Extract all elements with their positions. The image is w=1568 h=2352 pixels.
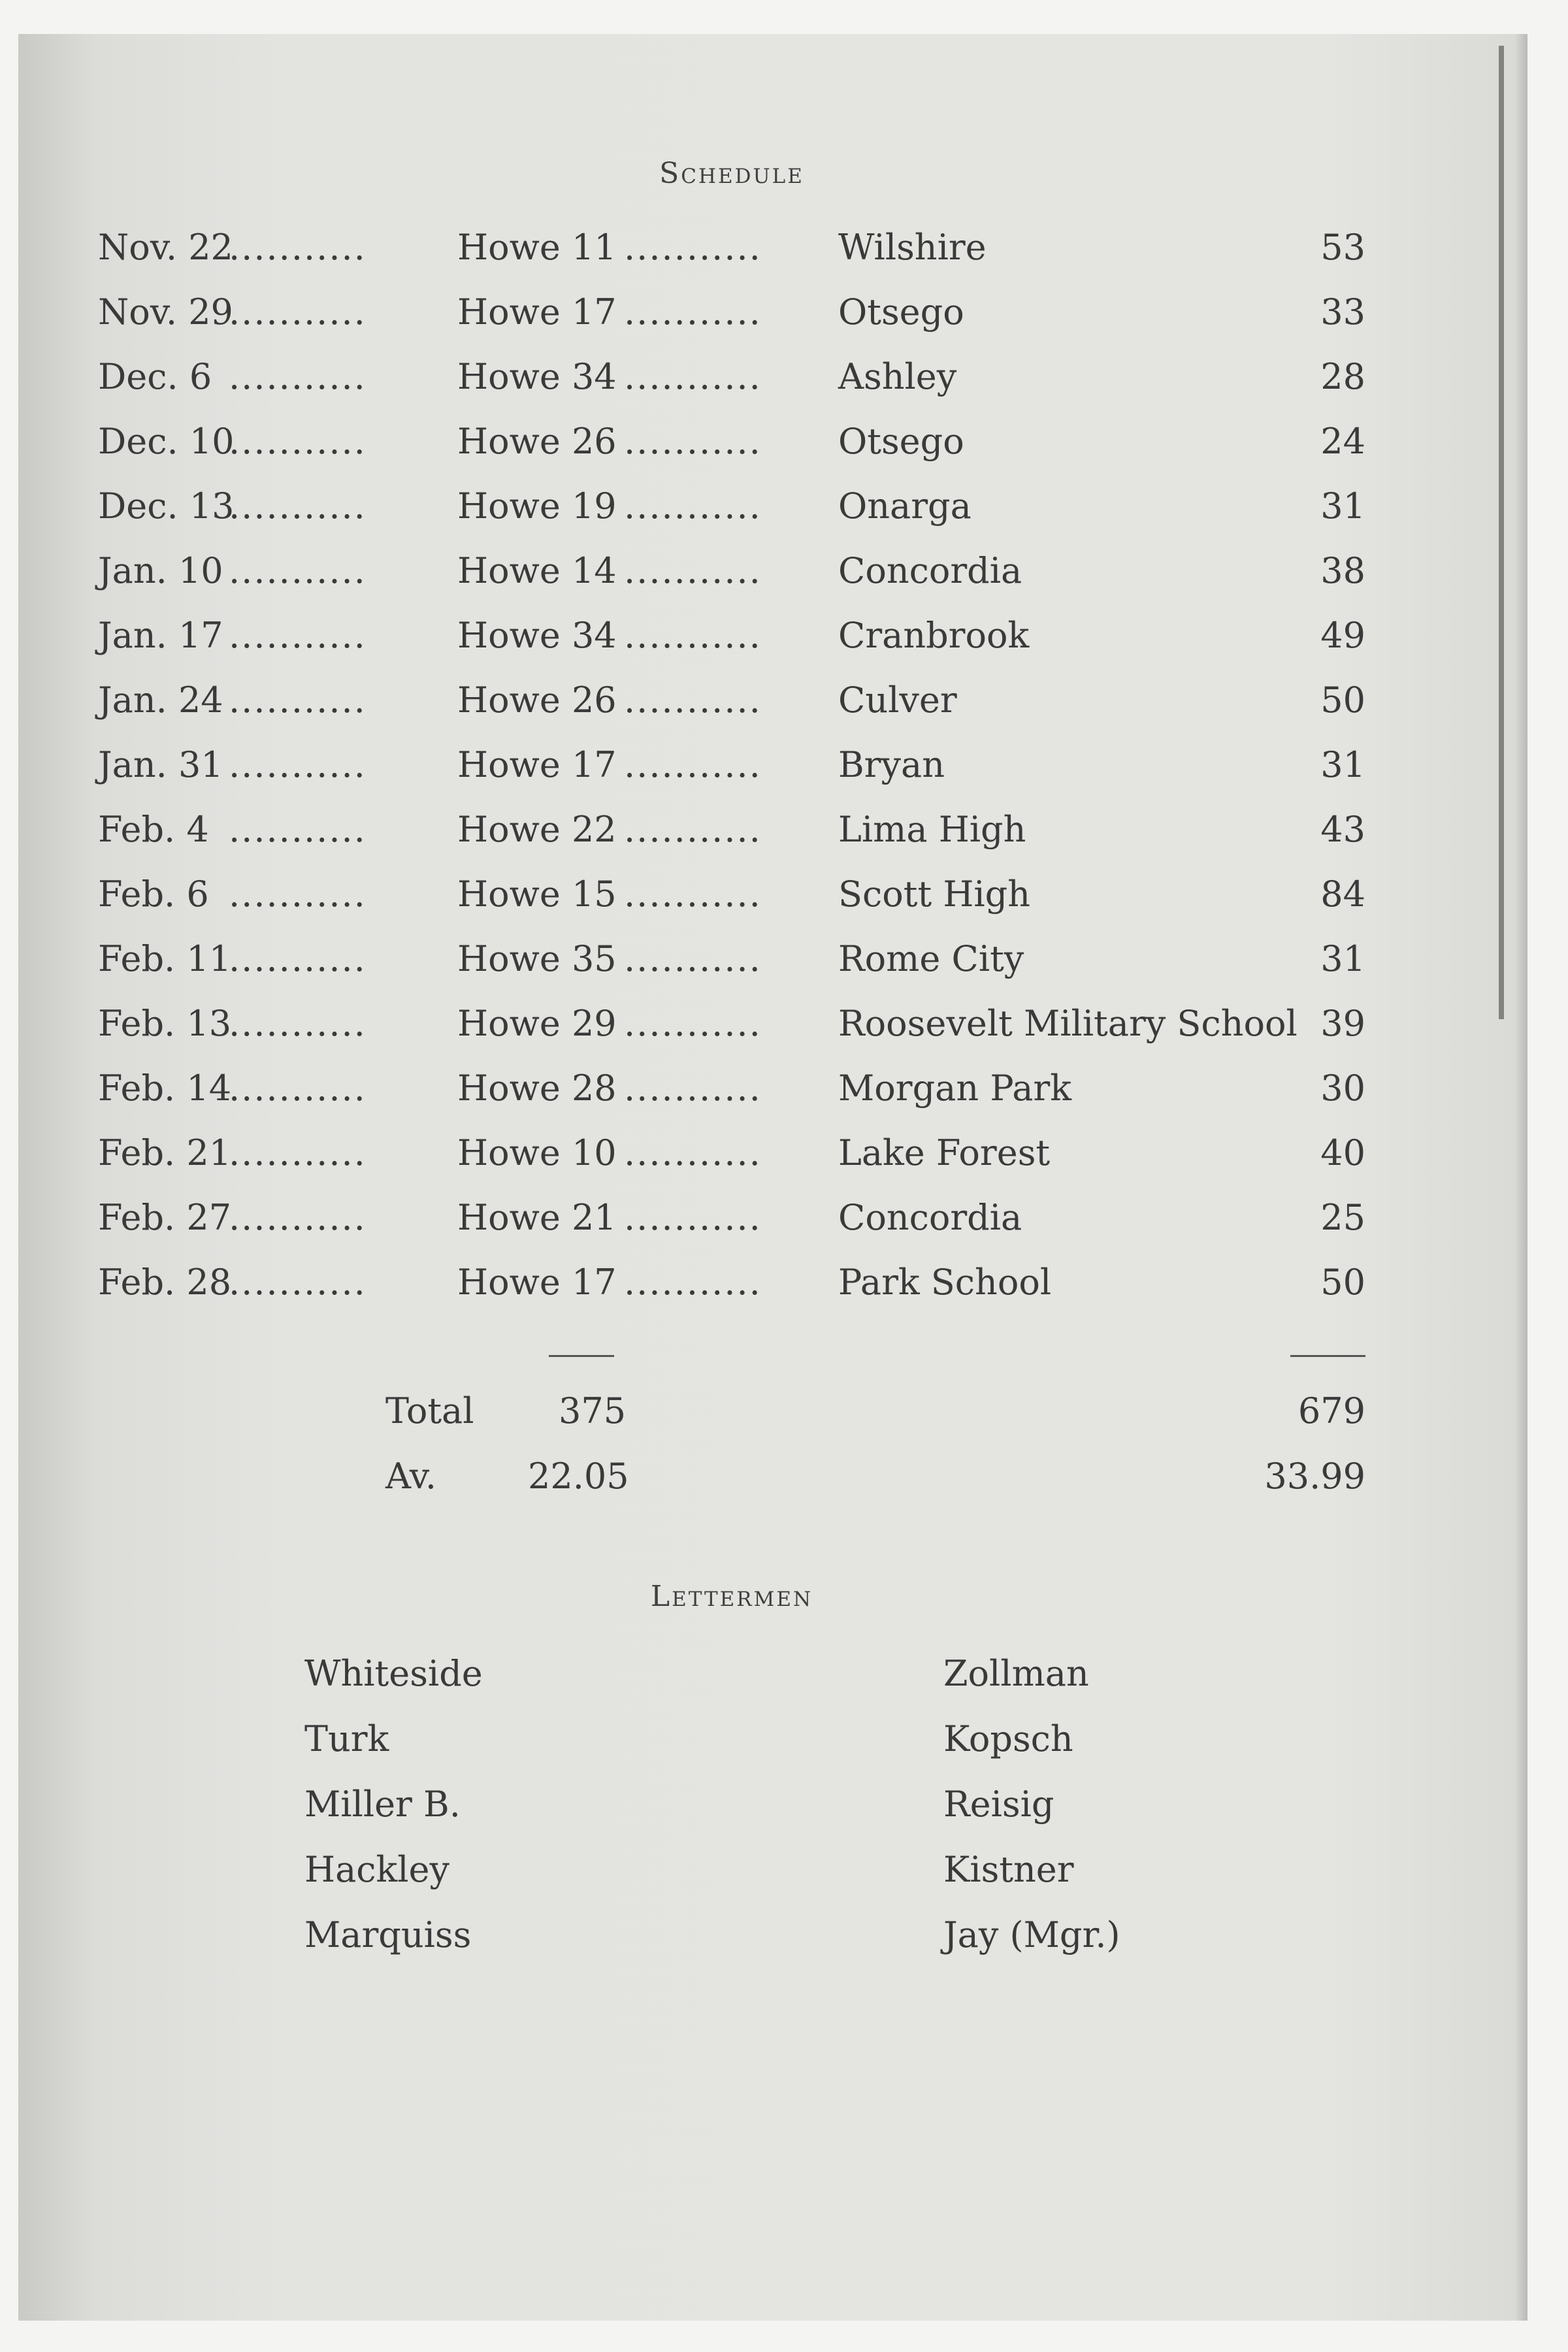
leader-dots: ........... <box>229 938 367 979</box>
leader-dots: ........... <box>229 744 367 785</box>
leader-dots: ........... <box>229 874 367 915</box>
leader-dots: ........... <box>229 809 367 850</box>
leader-dots: ........... <box>624 485 762 527</box>
leader-dots: ........... <box>229 291 367 333</box>
schedule-row <box>0 1066 1463 1111</box>
howe-score <box>457 1066 617 1111</box>
game-date: Feb. 11 <box>98 938 232 979</box>
letterman-name: Marquiss <box>304 1914 472 1955</box>
average-opponent-score: 33.99 <box>1264 1456 1365 1497</box>
team-name: Howe <box>457 1197 561 1238</box>
leader-dots: ........... <box>624 227 762 268</box>
howe-score <box>457 613 617 659</box>
howe-score <box>457 1195 617 1241</box>
leader-dots: ........... <box>229 227 367 268</box>
howe-score: 34 <box>571 356 617 397</box>
opponent-score: 84 <box>1320 874 1365 915</box>
opponent-name: Concordia <box>838 550 1022 591</box>
opponent-name: Concordia <box>838 1197 1022 1238</box>
letterman-name: Miller B. <box>304 1784 461 1825</box>
leader-dots: ........... <box>624 291 762 333</box>
opponent-name: Rome City <box>838 938 1024 979</box>
schedule-row <box>0 936 1463 982</box>
average-label: Av. <box>385 1456 437 1497</box>
howe-score <box>457 678 617 723</box>
leader-dots: ........... <box>229 1068 367 1109</box>
howe-score: 17 <box>571 291 617 333</box>
letterman-name: Whiteside <box>304 1653 483 1694</box>
game-date: Dec. 10 <box>98 421 235 462</box>
howe-score: 17 <box>571 744 617 785</box>
leader-dots: ........... <box>624 1197 762 1238</box>
howe-score: 29 <box>571 1003 617 1044</box>
leader-dots: ........... <box>624 679 762 721</box>
leader-dots: ........... <box>624 1003 762 1044</box>
game-date: Jan. 10 <box>98 550 223 591</box>
leader-dots: ........... <box>229 1003 367 1044</box>
game-date: Feb. 13 <box>98 1003 232 1044</box>
letterman-name: Reisig <box>943 1784 1054 1825</box>
opponent-score: 31 <box>1320 744 1365 785</box>
schedule-row <box>0 678 1463 723</box>
schedule-row <box>0 742 1463 788</box>
opponent-name: Otsego <box>838 291 964 333</box>
schedule-row <box>0 483 1463 529</box>
leader-dots: ........... <box>229 1132 367 1173</box>
team-name: Howe <box>457 485 561 527</box>
opponent-name: Lima High <box>838 809 1026 850</box>
howe-score: 28 <box>571 1068 617 1109</box>
leader-dots: ........... <box>624 356 762 397</box>
howe-score <box>457 872 617 917</box>
howe-score <box>457 807 617 853</box>
team-name: Howe <box>457 938 561 979</box>
schedule-row <box>0 289 1463 335</box>
binding-edge <box>1499 46 1504 1019</box>
leader-dots: ........... <box>624 809 762 850</box>
howe-score <box>457 1130 617 1176</box>
opponent-score: 50 <box>1320 679 1365 721</box>
opponent-name: Lake Forest <box>838 1132 1051 1173</box>
game-date: Dec. 13 <box>98 485 235 527</box>
total-howe-score: 375 <box>559 1390 627 1431</box>
letterman-name: Kopsch <box>943 1718 1073 1759</box>
team-name: Howe <box>457 744 561 785</box>
opponent-score: 38 <box>1320 550 1365 591</box>
opponent-name: Cranbrook <box>838 615 1030 656</box>
howe-score <box>457 354 617 400</box>
opponent-name: Park School <box>838 1262 1052 1303</box>
total-opponent-score: 679 <box>1298 1390 1365 1431</box>
howe-score: 26 <box>571 679 617 721</box>
opponent-name: Scott High <box>838 874 1031 915</box>
average-howe-score: 22.05 <box>528 1456 629 1497</box>
howe-score <box>457 225 617 270</box>
leader-dots: ........... <box>624 615 762 656</box>
team-name: Howe <box>457 550 561 591</box>
letterman-name: Kistner <box>943 1849 1074 1890</box>
team-name: Howe <box>457 1068 561 1109</box>
letterman-name: Hackley <box>304 1849 449 1890</box>
team-name: Howe <box>457 1003 561 1044</box>
schedule-row <box>0 872 1463 917</box>
total-label: Total <box>385 1390 474 1431</box>
howe-score <box>457 419 617 465</box>
leader-dots: ........... <box>624 1262 762 1303</box>
schedule-row <box>0 354 1463 400</box>
opponent-score: 33 <box>1320 291 1365 333</box>
opponent-name: Onarga <box>838 485 972 527</box>
howe-score <box>457 548 617 594</box>
opponent-score: 31 <box>1320 485 1365 527</box>
opponent-score: 49 <box>1320 615 1365 656</box>
leader-dots: ........... <box>229 485 367 527</box>
howe-score <box>457 742 617 788</box>
leader-dots: ........... <box>229 1262 367 1303</box>
howe-score <box>457 936 617 982</box>
opponent-score: 53 <box>1320 227 1365 268</box>
total-rule-opponent <box>1290 1355 1365 1357</box>
howe-score <box>457 1001 617 1047</box>
schedule-row <box>0 1001 1463 1047</box>
howe-score: 26 <box>571 421 617 462</box>
opponent-score: 24 <box>1320 421 1365 462</box>
leader-dots: ........... <box>624 874 762 915</box>
opponent-score: 40 <box>1320 1132 1365 1173</box>
howe-score: 35 <box>571 938 617 979</box>
opponent-score: 30 <box>1320 1068 1365 1109</box>
schedule-row <box>0 1195 1463 1241</box>
opponent-score: 50 <box>1320 1262 1365 1303</box>
leader-dots: ........... <box>624 938 762 979</box>
leader-dots: ........... <box>229 615 367 656</box>
team-name: Howe <box>457 809 561 850</box>
howe-score <box>457 483 617 529</box>
game-date: Jan. 31 <box>98 744 223 785</box>
opponent-name: Culver <box>838 679 957 721</box>
lettermen-heading: Lettermen <box>650 1580 813 1613</box>
game-date: Feb. 4 <box>98 809 209 850</box>
howe-score: 17 <box>571 1262 617 1303</box>
team-name: Howe <box>457 356 561 397</box>
game-date: Feb. 14 <box>98 1068 232 1109</box>
howe-score: 10 <box>571 1132 617 1173</box>
leader-dots: ........... <box>624 421 762 462</box>
howe-score: 14 <box>571 550 617 591</box>
game-date: Nov. 22 <box>98 227 233 268</box>
opponent-score: 39 <box>1320 1003 1365 1044</box>
leader-dots: ........... <box>229 679 367 721</box>
team-name: Howe <box>457 291 561 333</box>
opponent-name: Morgan Park <box>838 1068 1071 1109</box>
opponent-score: 25 <box>1320 1197 1365 1238</box>
schedule-row <box>0 419 1463 465</box>
game-date: Feb. 27 <box>98 1197 232 1238</box>
leader-dots: ........... <box>624 550 762 591</box>
letterman-name: Zollman <box>943 1653 1089 1694</box>
team-name: Howe <box>457 679 561 721</box>
howe-score: 21 <box>571 1197 617 1238</box>
opponent-name: Otsego <box>838 421 964 462</box>
team-name: Howe <box>457 1262 561 1303</box>
game-date: Feb. 6 <box>98 874 209 915</box>
opponent-score: 28 <box>1320 356 1365 397</box>
team-name: Howe <box>457 227 561 268</box>
howe-score: 15 <box>571 874 617 915</box>
opponent-name: Roosevelt Military School <box>838 1003 1298 1044</box>
game-date: Jan. 17 <box>98 615 223 656</box>
schedule-row <box>0 807 1463 853</box>
opponent-name: Bryan <box>838 744 945 785</box>
leader-dots: ........... <box>624 1068 762 1109</box>
howe-score: 22 <box>571 809 617 850</box>
game-date: Nov. 29 <box>98 291 233 333</box>
team-name: Howe <box>457 1132 561 1173</box>
schedule-row <box>0 1260 1463 1305</box>
team-name: Howe <box>457 421 561 462</box>
howe-score: 34 <box>571 615 617 656</box>
game-date: Feb. 21 <box>98 1132 232 1173</box>
leader-dots: ........... <box>624 1132 762 1173</box>
letterman-name: Turk <box>304 1718 389 1759</box>
howe-score <box>457 1260 617 1305</box>
leader-dots: ........... <box>624 744 762 785</box>
team-name: Howe <box>457 615 561 656</box>
total-rule-howe <box>549 1355 614 1357</box>
schedule-row <box>0 548 1463 594</box>
schedule-row <box>0 225 1463 270</box>
leader-dots: ........... <box>229 1197 367 1238</box>
schedule-row <box>0 613 1463 659</box>
leader-dots: ........... <box>229 550 367 591</box>
opponent-name: Wilshire <box>838 227 987 268</box>
howe-score: 19 <box>571 485 617 527</box>
schedule-row <box>0 1130 1463 1176</box>
team-name: Howe <box>457 874 561 915</box>
letterman-name: Jay (Mgr.) <box>943 1914 1120 1955</box>
opponent-name: Ashley <box>838 356 957 397</box>
game-date: Dec. 6 <box>98 356 212 397</box>
game-date: Jan. 24 <box>98 679 223 721</box>
game-date: Feb. 28 <box>98 1262 232 1303</box>
opponent-score: 31 <box>1320 938 1365 979</box>
leader-dots: ........... <box>229 356 367 397</box>
howe-score: 11 <box>571 227 617 268</box>
howe-score <box>457 289 617 335</box>
opponent-score: 43 <box>1320 809 1365 850</box>
leader-dots: ........... <box>229 421 367 462</box>
schedule-heading: Schedule <box>659 157 804 190</box>
